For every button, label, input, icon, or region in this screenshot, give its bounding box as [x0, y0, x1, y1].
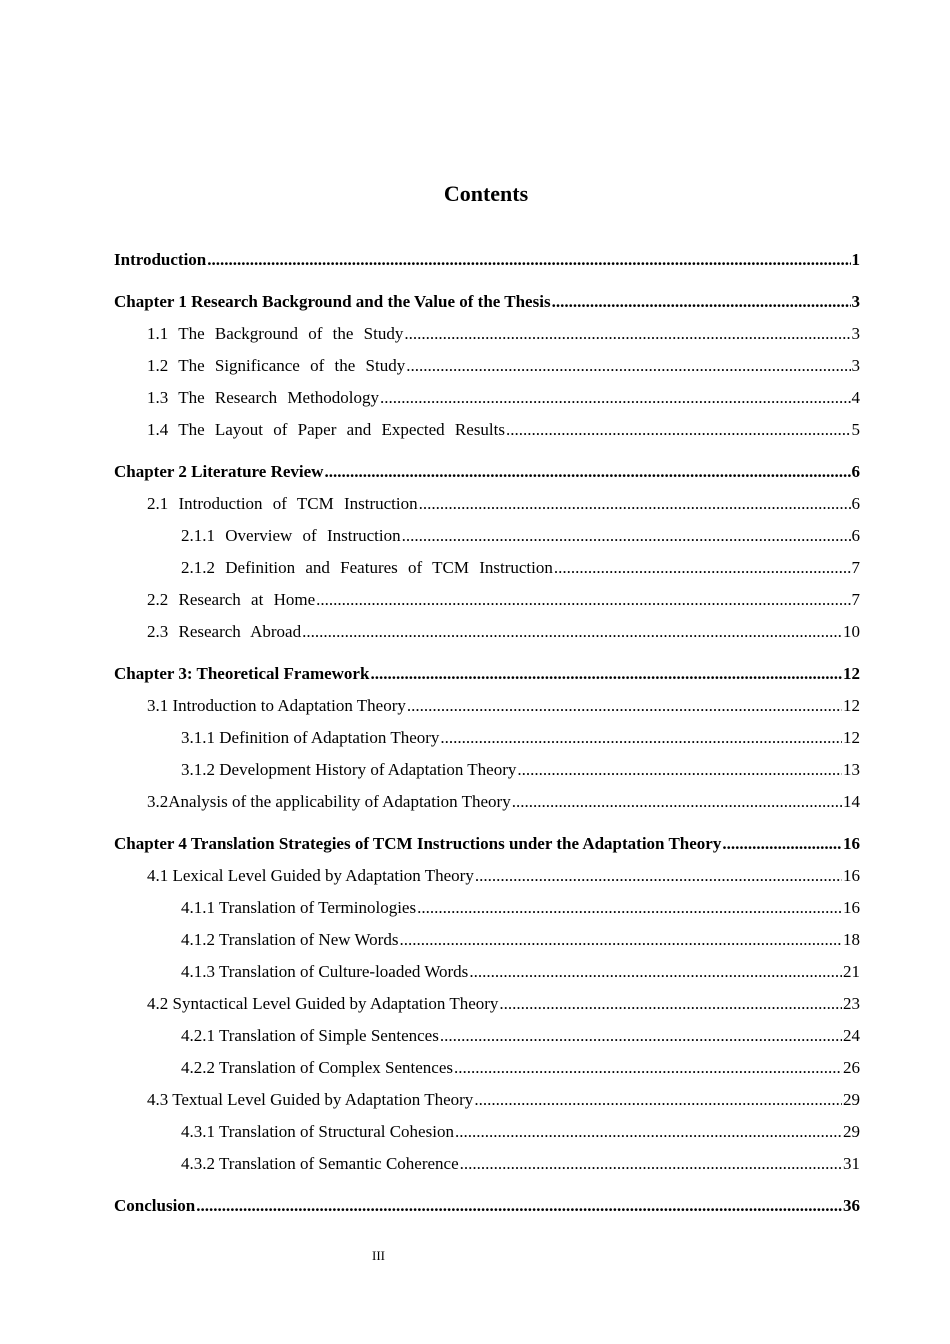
toc-entry-title: 4.3.2 Translation of Semantic Coherence: [181, 1154, 459, 1173]
toc-leader-dots: [440, 1024, 842, 1048]
toc-entry[interactable]: [114, 620, 860, 652]
toc-entry[interactable]: [114, 524, 860, 556]
toc-leader-dots: [475, 864, 842, 888]
toc-entry-page: 14: [843, 792, 860, 811]
toc-entry[interactable]: [114, 492, 860, 524]
toc-entry[interactable]: [114, 248, 860, 280]
toc-entry-page: 18: [843, 930, 860, 949]
toc-leader-dots: [455, 1120, 842, 1144]
toc-entry-title: 4.1 Lexical Level Guided by Adaptation Theory: [147, 866, 474, 885]
toc-entry-title: 2.1 Introduction of TCM Instruction: [147, 494, 418, 513]
toc-entry[interactable]: [114, 1088, 860, 1120]
toc-entry[interactable]: [114, 460, 860, 492]
toc-entry-title: 4.2 Syntactical Level Guided by Adaptation Theory: [147, 994, 499, 1013]
toc-entry[interactable]: [114, 1024, 860, 1056]
toc-entry[interactable]: [114, 1056, 860, 1088]
toc-leader-dots: [499, 992, 842, 1016]
toc-entry-page: 24: [843, 1026, 860, 1045]
toc-entry-page: 16: [843, 898, 860, 917]
toc-entry-title: Chapter 2 Literature Review: [114, 462, 324, 481]
toc-entry[interactable]: [114, 354, 860, 386]
toc-entry[interactable]: [114, 662, 860, 694]
toc-leader-dots: [407, 694, 842, 718]
toc-leader-dots: [552, 290, 851, 314]
toc-entry[interactable]: [114, 726, 860, 758]
toc-entry-page: 6: [851, 494, 860, 513]
toc-entry-title: 4.3 Textual Level Guided by Adaptation Theory: [147, 1090, 474, 1109]
toc-entry[interactable]: [114, 418, 860, 450]
toc-leader-dots: [402, 524, 851, 548]
toc-entry-page: 3: [851, 356, 860, 375]
toc-entry-title: 2.3 Research Abroad: [147, 622, 302, 641]
toc-entry[interactable]: [114, 1120, 860, 1152]
toc-entry-title: Introduction: [114, 250, 207, 269]
toc-leader-dots: [722, 832, 842, 856]
toc-entry-page: 12: [843, 664, 860, 683]
toc-entry-page: 10: [843, 622, 860, 641]
toc-entry-title: 2.1.1 Overview of Instruction: [181, 526, 401, 545]
toc-leader-dots: [406, 354, 850, 378]
toc-entry[interactable]: [114, 864, 860, 896]
toc-leader-dots: [419, 492, 851, 516]
toc-leader-dots: [417, 896, 842, 920]
toc-entry-title: 1.1 The Background of the Study: [147, 324, 404, 343]
toc-leader-dots: [440, 726, 842, 750]
toc-entry[interactable]: [114, 1194, 860, 1226]
toc-entry[interactable]: [114, 790, 860, 822]
toc-entry-title: 4.1.1 Translation of Terminologies: [181, 898, 417, 917]
toc-entry[interactable]: [114, 290, 860, 322]
toc-entry-title: 4.2.1 Translation of Simple Sentences: [181, 1026, 439, 1045]
toc-leader-dots: [554, 556, 851, 580]
toc-entry-page: 1: [851, 250, 860, 269]
toc-entry-page: 29: [843, 1090, 860, 1109]
toc-entry[interactable]: [114, 896, 860, 928]
toc-entry-title: 1.2 The Significance of the Study: [147, 356, 406, 375]
toc-leader-dots: [506, 418, 851, 442]
toc-leader-dots: [207, 248, 850, 272]
toc-leader-dots: [380, 386, 850, 410]
toc-entry-title: 3.1 Introduction to Adaptation Theory: [147, 696, 406, 715]
toc-entry-title: Conclusion: [114, 1196, 196, 1215]
toc-leader-dots: [196, 1194, 842, 1218]
toc-leader-dots: [399, 928, 842, 952]
toc-entry[interactable]: [114, 960, 860, 992]
toc-entry-page: 31: [843, 1154, 860, 1173]
toc-leader-dots: [370, 662, 842, 686]
toc-entry[interactable]: [114, 992, 860, 1024]
toc-leader-dots: [469, 960, 842, 984]
toc-entry-title: 4.1.2 Translation of New Words: [181, 930, 399, 949]
toc-entry[interactable]: [114, 556, 860, 588]
toc-leader-dots: [517, 758, 842, 782]
toc-entry-page: 12: [843, 728, 860, 747]
toc-leader-dots: [454, 1056, 842, 1080]
toc-entry-title: 2.1.2 Definition and Features of TCM Instruction: [181, 558, 553, 577]
toc-leader-dots: [512, 790, 842, 814]
page-title: Contents: [443, 181, 529, 206]
toc-entry-title: Chapter 3: Theoretical Framework: [114, 664, 370, 683]
toc-entry-title: 3.1.1 Definition of Adaptation Theory: [181, 728, 440, 747]
toc-leader-dots: [316, 588, 850, 612]
toc-entry-title: 2.2 Research at Home: [147, 590, 316, 609]
toc-entry-page: 26: [843, 1058, 860, 1077]
toc-entry-page: 13: [843, 760, 860, 779]
toc-entry-page: 23: [843, 994, 860, 1013]
toc-entry[interactable]: [114, 694, 860, 726]
toc-leader-dots: [460, 1152, 842, 1176]
toc-entry[interactable]: [114, 832, 860, 864]
toc-leader-dots: [474, 1088, 842, 1112]
toc-entry-page: 16: [843, 834, 860, 853]
toc-entry[interactable]: [114, 322, 860, 354]
toc-entry-page: 3: [851, 324, 860, 343]
toc-entry-page: 6: [851, 526, 860, 545]
toc-entry-title: 1.3 The Research Methodology: [147, 388, 380, 407]
toc-entry-page: 29: [843, 1122, 860, 1141]
toc-entry-title: 4.3.1 Translation of Structural Cohesion: [181, 1122, 454, 1141]
toc-entry-page: 7: [851, 558, 860, 577]
toc-entry-page: 6: [851, 462, 860, 481]
toc-entry-title: 4.1.3 Translation of Culture-loaded Words: [181, 962, 469, 981]
toc-entry-title: 3.2Analysis of the applicability of Adaptation Theory: [147, 792, 511, 811]
page-number: III: [372, 1248, 385, 1263]
toc-entry[interactable]: [114, 386, 860, 418]
toc-entry-title: 1.4 The Layout of Paper and Expected Results: [147, 420, 505, 439]
toc-entry-title: Chapter 1 Research Background and the Value of the Thesis: [114, 292, 551, 311]
toc-entry-page: 5: [851, 420, 860, 439]
table-of-contents: [114, 248, 860, 1226]
toc-entry-page: 12: [843, 696, 860, 715]
toc-leader-dots: [302, 620, 842, 644]
toc-entry[interactable]: [114, 1152, 860, 1184]
toc-leader-dots: [324, 460, 850, 484]
toc-entry-page: 4: [851, 388, 860, 407]
toc-entry-page: 16: [843, 866, 860, 885]
toc-entry-title: 4.2.2 Translation of Complex Sentences: [181, 1058, 453, 1077]
toc-entry-page: 21: [843, 962, 860, 981]
toc-entry-title: Chapter 4 Translation Strategies of TCM Instructions under the Adaptation Theory: [114, 834, 722, 853]
toc-leader-dots: [404, 322, 850, 346]
toc-entry[interactable]: [114, 588, 860, 620]
toc-entry-title: 3.1.2 Development History of Adaptation Theory: [181, 760, 517, 779]
toc-entry-page: 7: [851, 590, 860, 609]
toc-entry-page: 3: [851, 292, 860, 311]
toc-entry[interactable]: [114, 928, 860, 960]
toc-entry[interactable]: [114, 758, 860, 790]
toc-entry-page: 36: [843, 1196, 860, 1215]
